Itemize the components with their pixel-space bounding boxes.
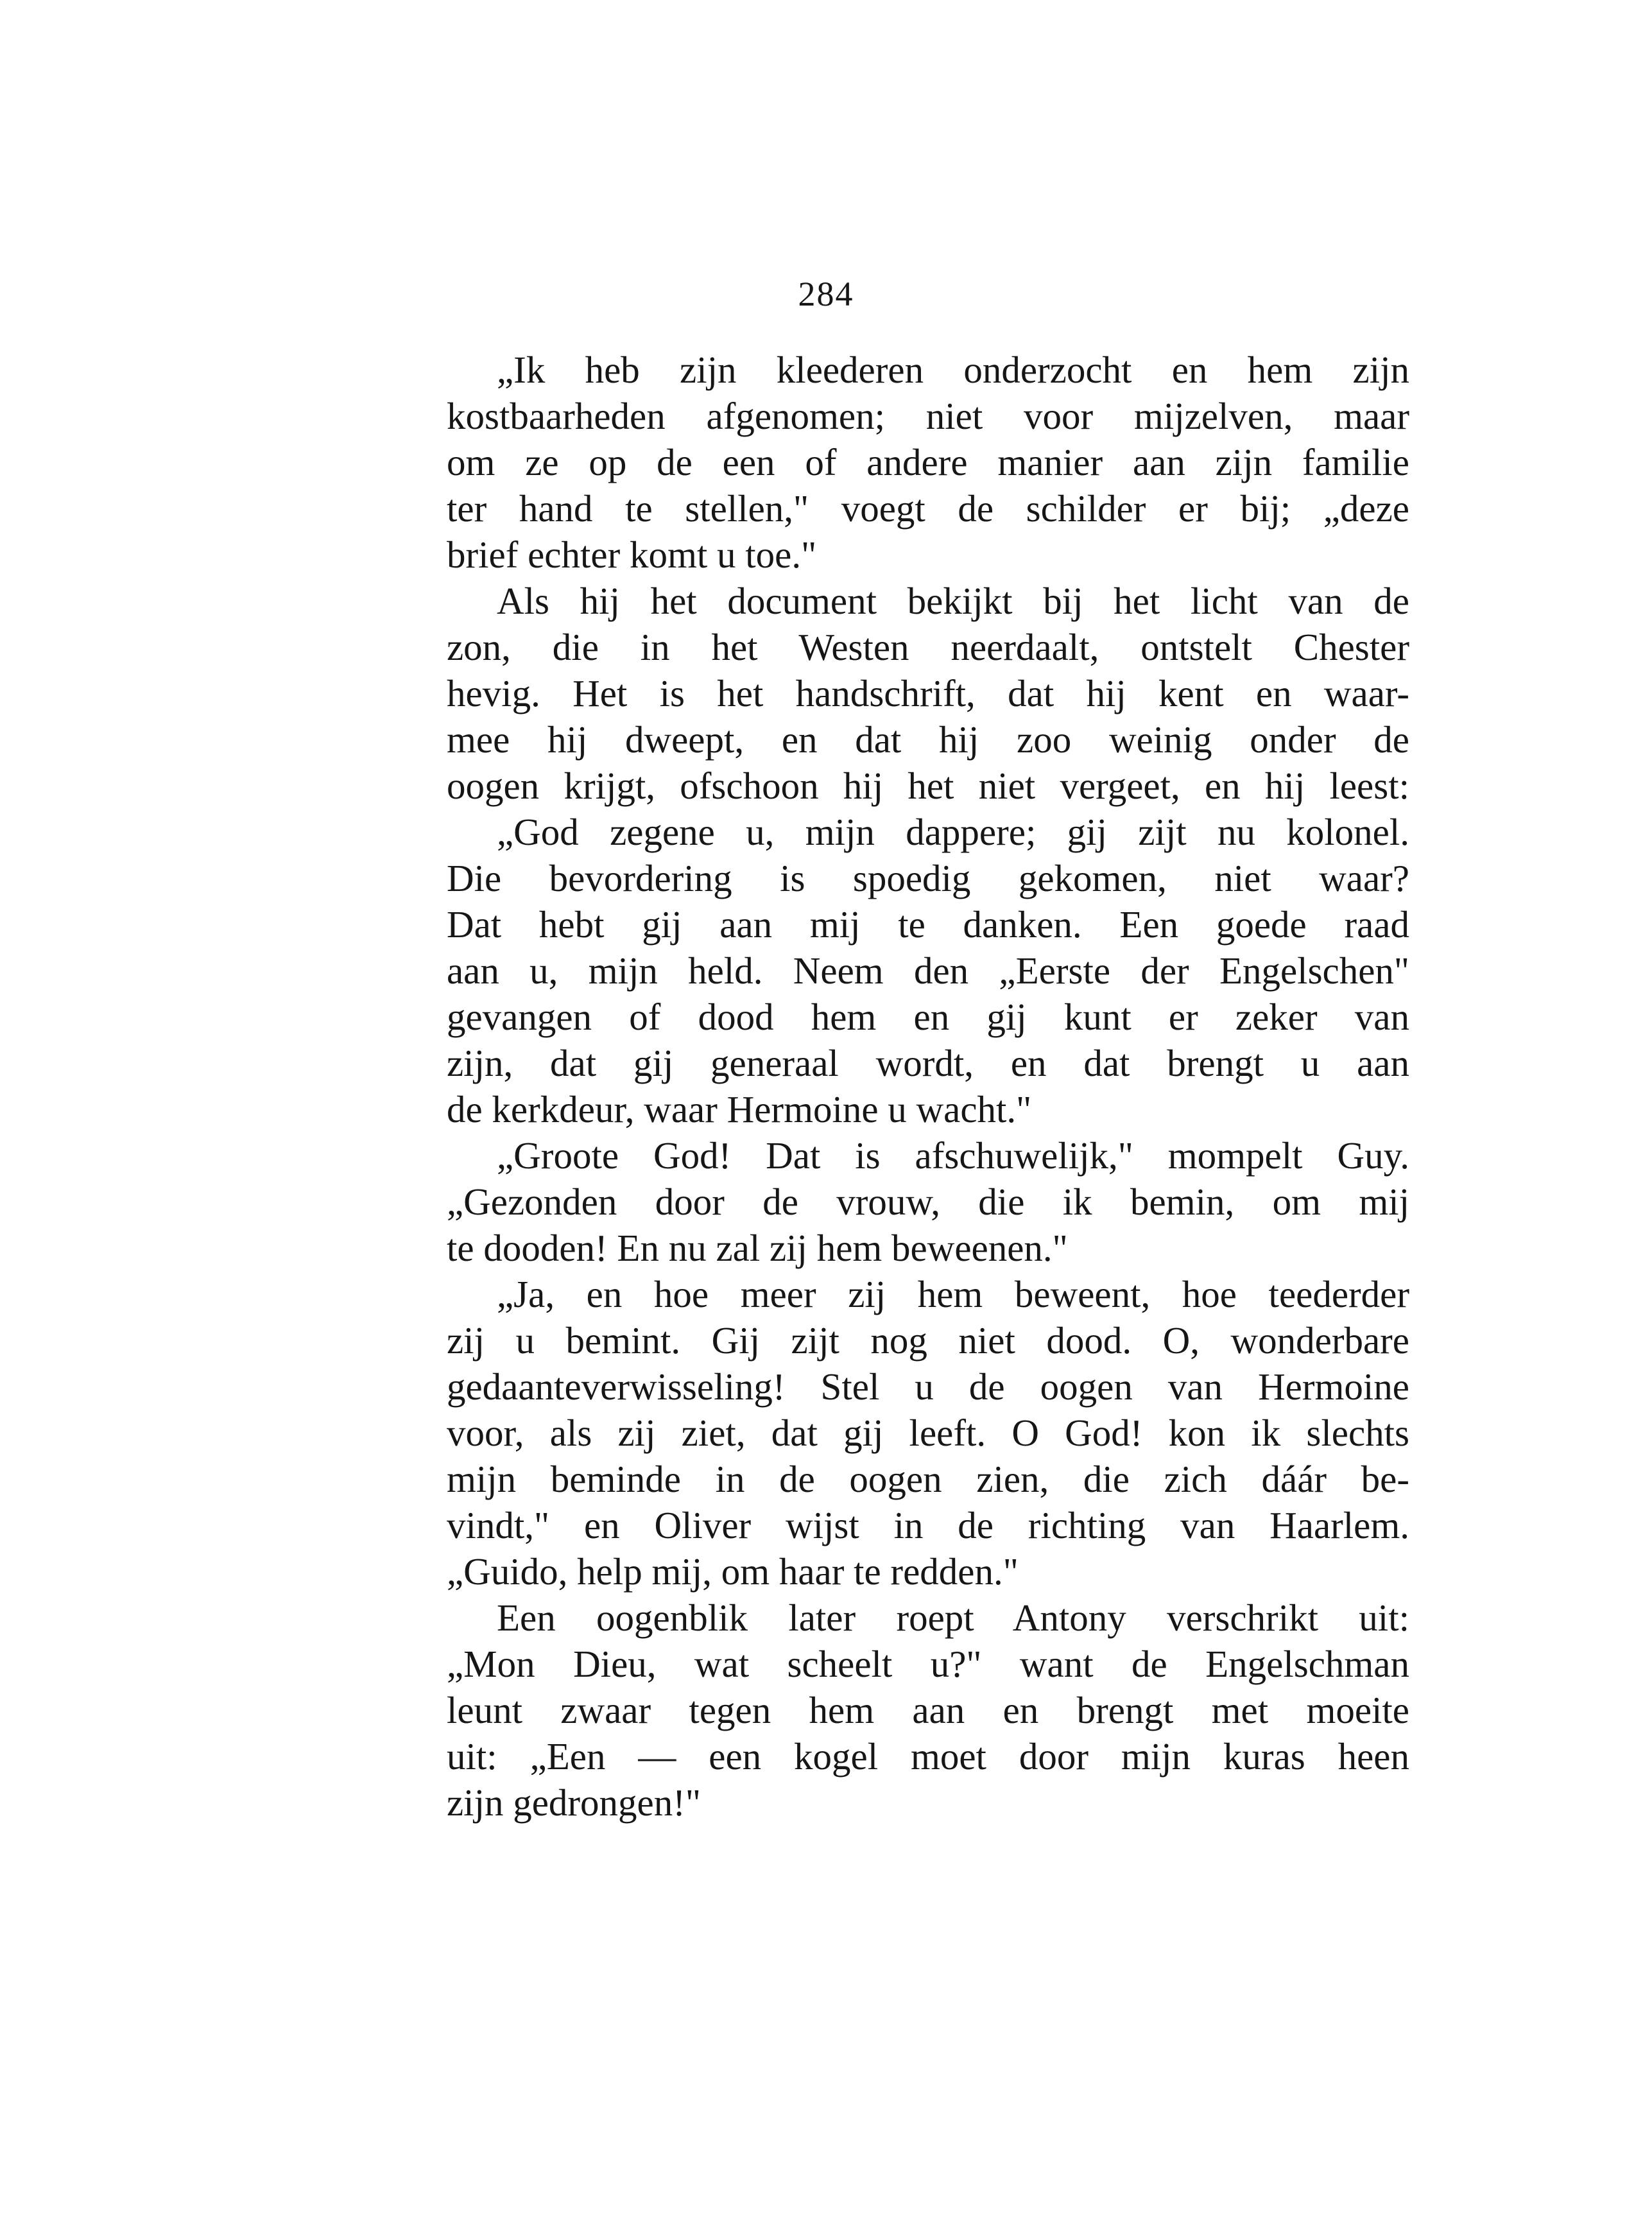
- text-line: „Gezonden door de vrouw, die ik bemin, om mij: [447, 1181, 1409, 1223]
- text-line: leunt zwaar tegen hem aan en brengt met moeite: [447, 1689, 1409, 1731]
- text-line: zij u bemint. Gij zijt nog niet dood. O, wonderbare: [447, 1319, 1409, 1362]
- text-line: kostbaarheden afgenomen; niet voor mijzelven, maar: [447, 395, 1409, 437]
- text-line: uit: „Een — een kogel moet door mijn kuras heen: [447, 1735, 1409, 1778]
- text-line: „Ja, en hoe meer zij hem beweent, hoe teederder: [497, 1273, 1409, 1315]
- text-line: hevig. Het is het handschrift, dat hij kent en waar-: [447, 672, 1409, 714]
- text-line: mee hij dweept, en dat hij zoo weinig onder de: [447, 718, 1409, 761]
- text-line: ter hand te stellen," voegt de schilder er bij; „deze: [447, 487, 1409, 530]
- text-line: oogen krijgt, ofschoon hij het niet vergeet, en hij leest:: [447, 765, 1409, 807]
- text-line: „Guido, help mij, om haar te redden.": [447, 1550, 1019, 1593]
- text-line: gevangen of dood hem en gij kunt er zeker van: [447, 996, 1409, 1038]
- text-line: aan u, mijn held. Neem den „Eerste der Engelschen": [447, 949, 1409, 992]
- text-line: „Mon Dieu, wat scheelt u?" want de Engelschman: [447, 1643, 1409, 1685]
- text-line: „God zegene u, mijn dappere; gij zijt nu kolonel.: [497, 811, 1409, 853]
- text-line: Als hij het document bekijkt bij het licht van de: [497, 580, 1409, 622]
- text-line: zijn gedrongen!": [447, 1781, 701, 1824]
- text-line: Dat hebt gij aan mij te danken. Een goede raad: [447, 903, 1409, 946]
- page-number: 284: [798, 275, 854, 313]
- text-line: de kerkdeur, waar Hermoine u wacht.": [447, 1088, 1032, 1130]
- text-line: „Ik heb zijn kleederen onderzocht en hem zijn: [497, 349, 1409, 391]
- text-line: te dooden! En nu zal zij hem beweenen.": [447, 1227, 1068, 1269]
- text-line: voor, als zij ziet, dat gij leeft. O God! kon ik slechts: [447, 1412, 1409, 1454]
- body-text: [447, 347, 1409, 1826]
- text-line: „Groote God! Dat is afschuwelijk," mompelt Guy.: [497, 1134, 1409, 1177]
- text-line: zon, die in het Westen neerdaalt, ontstelt Chester: [447, 626, 1409, 668]
- text-line: brief echter komt u toe.": [447, 533, 817, 576]
- text-line: gedaanteverwisseling! Stel u de oogen van Hermoine: [447, 1365, 1409, 1408]
- text-line: vindt," en Oliver wijst in de richting van Haarlem.: [447, 1504, 1409, 1546]
- text-line: zijn, dat gij generaal wordt, en dat brengt u aan: [447, 1042, 1409, 1084]
- text-line: om ze op de een of andere manier aan zijn familie: [447, 441, 1409, 483]
- text-line: Die bevordering is spoedig gekomen, niet waar?: [447, 857, 1409, 899]
- text-line: mijn beminde in de oogen zien, die zich dáár be-: [447, 1458, 1409, 1500]
- text-line: Een oogenblik later roept Antony verschrikt uit:: [497, 1596, 1409, 1639]
